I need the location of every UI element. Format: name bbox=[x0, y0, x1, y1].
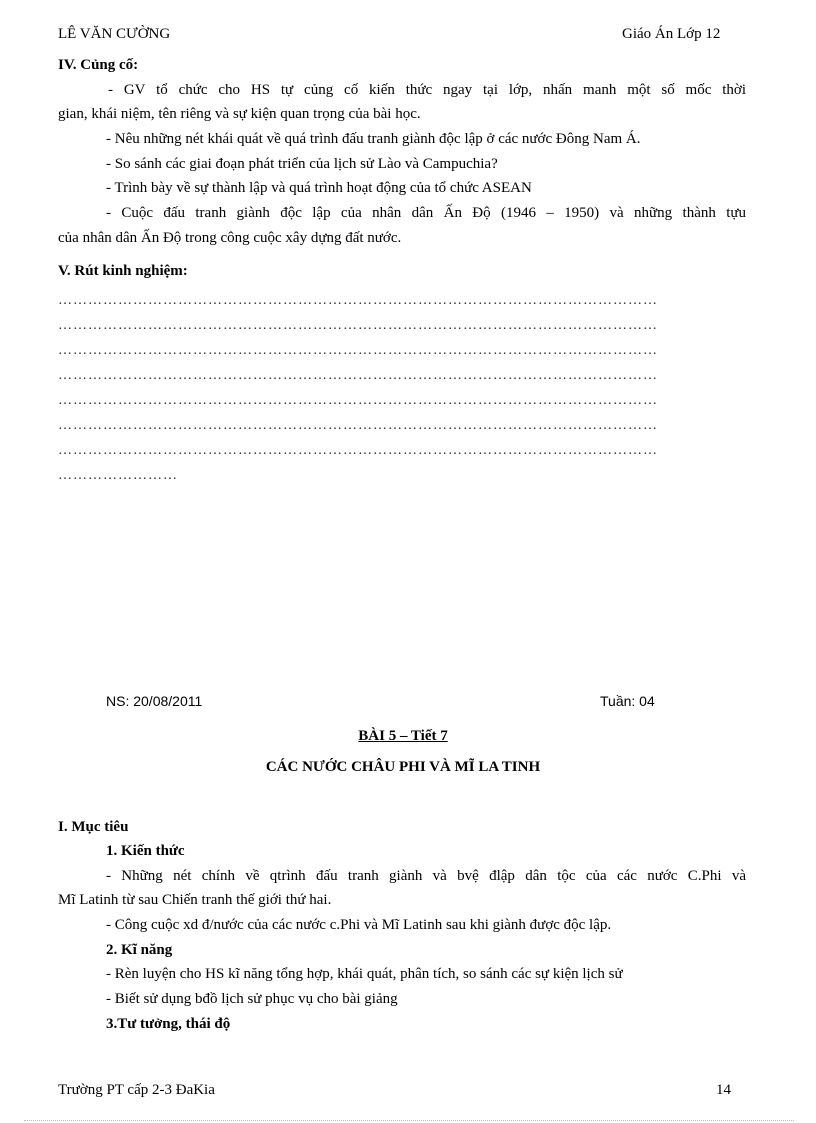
main-title: CÁC NƯỚC CHÂU PHI VÀ MĨ LA TINH bbox=[265, 759, 541, 775]
dotted-line: ………………………………………………………………………………………………………… bbox=[58, 343, 658, 358]
section4-paragraph-line1: - GV tổ chức cho HS tự củng cố kiến thức ngay tại lớp, nhấn manh một số mốc thời bbox=[108, 82, 746, 98]
subsection-knowledge: 1. Kiến thức bbox=[106, 843, 185, 859]
section5-heading: V. Rút kinh nghiệm: bbox=[58, 263, 188, 279]
week-label: Tuần: 04 bbox=[600, 693, 655, 709]
section4-heading: IV. Củng cố: bbox=[58, 57, 139, 73]
section4-question-3: - Trình bày về sự thành lập và quá trình hoạt động của tổ chức ASEAN bbox=[106, 180, 532, 196]
header-author: LÊ VĂN CƯỜNG bbox=[58, 26, 171, 42]
dotted-line: ………………………………………………………………………………………………………… bbox=[58, 443, 658, 458]
dotted-line: ………………………………………………………………………………………………………… bbox=[58, 418, 658, 433]
dotted-line: …………………… bbox=[58, 468, 178, 483]
date-ns: NS: 20/08/2011 bbox=[106, 693, 203, 709]
section4-question-1: - Nêu những nét khái quát về quá trình đấu tranh giành độc lập ở các nước Đông Nam Á. bbox=[106, 131, 641, 147]
knowledge-item-2: - Công cuộc xd đ/nước của các nước c.Phi và Mĩ Latinh sau khi giành được độc lập. bbox=[106, 917, 612, 933]
section4-question-2: - So sánh các giai đoạn phát triển của lịch sử Lào và Campuchia? bbox=[106, 156, 498, 172]
skills-item-2: - Biết sử dụng bđồ lịch sử phục vụ cho bài giảng bbox=[106, 991, 398, 1007]
lesson-title: BÀI 5 – Tiết 7 bbox=[358, 728, 448, 744]
footer-divider bbox=[24, 1120, 794, 1121]
page-number: 14 bbox=[716, 1082, 731, 1098]
dotted-line: ………………………………………………………………………………………………………… bbox=[58, 318, 658, 333]
subsection-skills: 2. Kĩ năng bbox=[106, 942, 173, 958]
dotted-line: ………………………………………………………………………………………………………… bbox=[58, 293, 658, 308]
footer-school: Trường PT cấp 2-3 ĐaKia bbox=[58, 1082, 215, 1098]
dotted-line: ………………………………………………………………………………………………………… bbox=[58, 393, 658, 408]
header-course: Giáo Án Lớp 12 bbox=[622, 26, 721, 42]
subsection-attitude: 3.Tư tưởng, thái độ bbox=[106, 1016, 231, 1032]
section1-heading: I. Mục tiêu bbox=[58, 819, 129, 835]
knowledge-item-1-line1: - Những nét chính về qtrình đấu tranh giành và bvệ đlập dân tộc của các nước C.Phi và bbox=[106, 868, 746, 884]
section4-question-4-line1: - Cuộc đấu tranh giành độc lập của nhân dân Ấn Độ (1946 – 1950) và những thành tựu bbox=[106, 205, 746, 221]
knowledge-item-1-line2: Mĩ Latinh từ sau Chiến tranh thế giới thứ hai. bbox=[58, 892, 332, 908]
dotted-line: ………………………………………………………………………………………………………… bbox=[58, 368, 658, 383]
skills-item-1: - Rèn luyện cho HS kĩ năng tổng hợp, khái quát, phân tích, so sánh các sự kiện lịch sử bbox=[106, 966, 623, 982]
section4-paragraph-line2: gian, khái niệm, tên riêng và sự kiện quan trọng của bài học. bbox=[58, 106, 421, 122]
section4-question-4-line2: của nhân dân Ấn Độ trong công cuộc xây dựng đất nước. bbox=[58, 230, 402, 246]
